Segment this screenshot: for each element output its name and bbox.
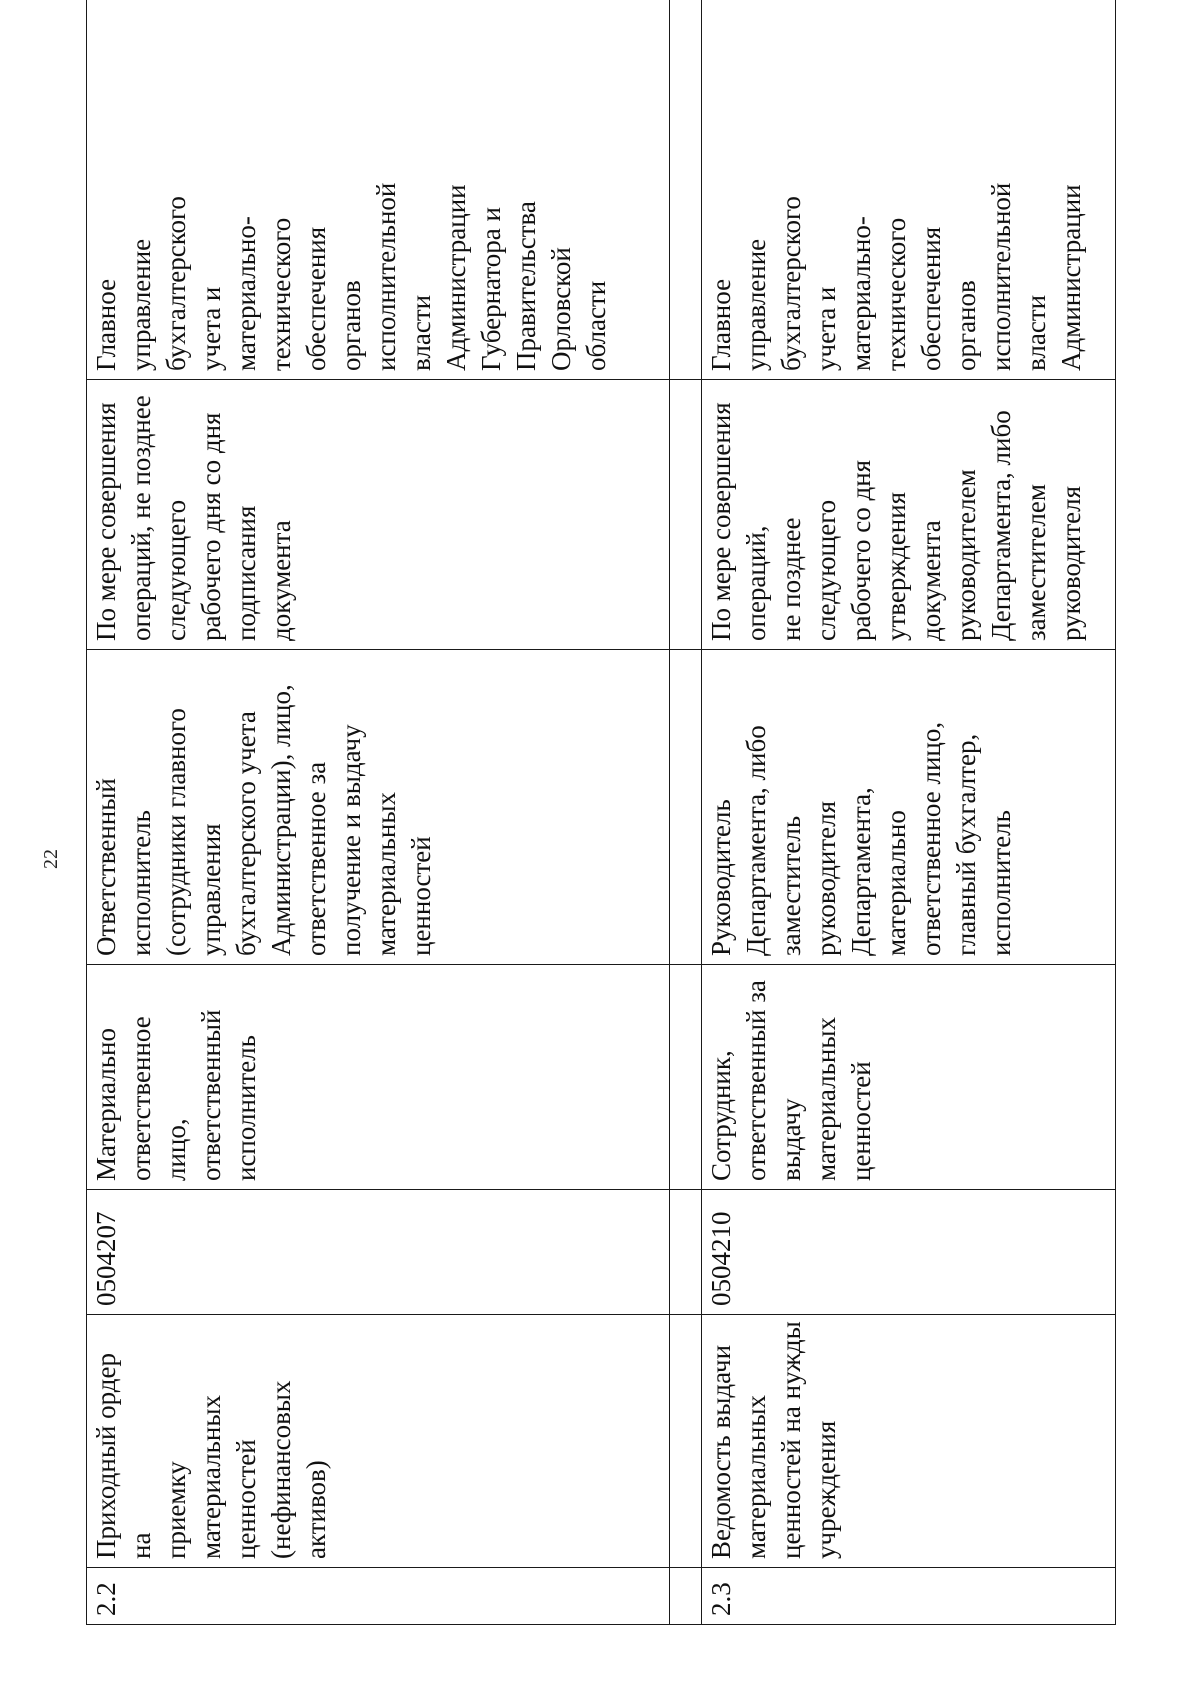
document-name: Ведомость выдачи материальных ценностей на нужды учреждения xyxy=(706,1321,841,1559)
table-row-separator xyxy=(670,0,702,1625)
row-number-cell xyxy=(87,1568,670,1625)
separator-cell xyxy=(670,1568,702,1625)
deadline-cell xyxy=(87,380,670,650)
table-row xyxy=(702,0,1116,1625)
responsible-cell xyxy=(87,965,670,1190)
signers-cell xyxy=(87,650,670,965)
page-number: 22 xyxy=(40,849,62,869)
signers-cell xyxy=(702,650,1116,965)
separator-cell xyxy=(670,380,702,650)
document-table xyxy=(86,0,1116,1625)
deadline-cell xyxy=(702,380,1116,650)
document-table-container xyxy=(86,105,1115,1625)
form-code: 0504207 xyxy=(91,1211,121,1306)
form-code: 0504210 xyxy=(706,1211,736,1306)
destination: Главное управление бухгалтерского учета и материально- технического обеспечения органов исполнительной власти Администрации Губернатора и Правительства Орловской области xyxy=(91,182,611,371)
document-name-cell xyxy=(87,1315,670,1568)
separator-cell xyxy=(670,0,702,380)
document-name: Приходный ордер на приемку материальных ценностей (нефинансовых активов) xyxy=(91,1352,331,1559)
table-row xyxy=(87,0,670,1625)
row-number: 2.3 xyxy=(706,1582,736,1616)
separator-cell xyxy=(670,1315,702,1568)
form-code-cell xyxy=(87,1190,670,1315)
separator-cell xyxy=(670,650,702,965)
signers: Ответственный исполнитель (сотрудники главного управления бухгалтерского учета Администрации), лицо, ответственное за получение и выдачу материальных ценностей xyxy=(91,684,436,956)
responsible-person: Сотрудник, ответственный за выдачу материальных ценностей xyxy=(706,980,876,1181)
separator-cell xyxy=(670,1190,702,1315)
destination-cell xyxy=(702,0,1116,380)
destination: Главное управление бухгалтерского учета и материально- технического обеспечения органов исполнительной власти Администрации xyxy=(706,182,1086,371)
responsible-cell xyxy=(702,965,1116,1190)
row-number: 2.2 xyxy=(91,1582,121,1616)
signers: Руководитель Департамента, либо заместитель руководителя Департамента, материально ответственное лицо, главный бухгалтер, исполнитель xyxy=(706,721,1016,956)
document-name-cell xyxy=(702,1315,1116,1568)
separator-cell xyxy=(670,965,702,1190)
destination-cell xyxy=(87,0,670,380)
deadline: По мере совершения операций, не позднее следующего рабочего со дня утверждения документа руководителем Департамента, либо заместителем руководителя xyxy=(706,402,1086,641)
row-number-cell xyxy=(702,1568,1116,1625)
responsible-person: Материально ответственное лицо, ответственный исполнитель xyxy=(91,1009,261,1181)
deadline: По мере совершения операций, не позднее следующего рабочего дня со дня подписания документа xyxy=(91,395,296,641)
form-code-cell xyxy=(702,1190,1116,1315)
